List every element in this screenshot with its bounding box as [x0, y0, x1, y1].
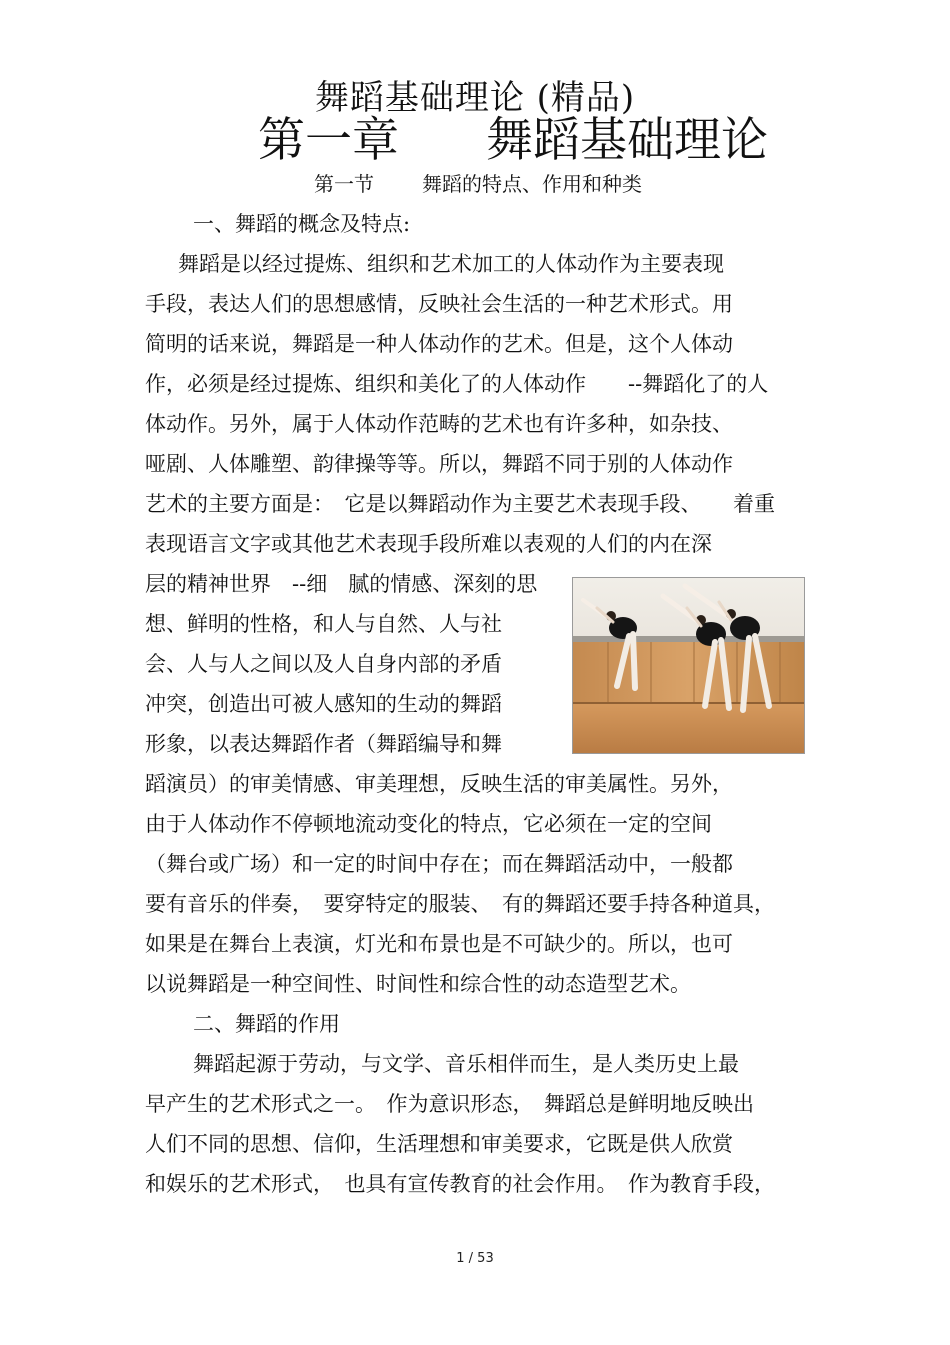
chapter-title: 舞蹈基础理论 [486, 113, 768, 168]
body-line: 和娱乐的艺术形式， 也具有宣传教育的社会作用。 作为教育手段， [145, 1172, 775, 1196]
ballet-dancers-photo [572, 577, 805, 754]
section-number: 第一节 [314, 172, 374, 196]
document-title: 舞蹈基础理论 (精品) [314, 78, 636, 118]
body-line: 表现语言文字或其他艺术表现手段所难以表观的人们的内在深 [145, 532, 712, 556]
body-line: 体动作。另外，属于人体动作范畴的艺术也有许多种，如杂技、 [145, 412, 733, 436]
body-line: 哑剧、人体雕塑、韵律操等等。所以，舞蹈不同于别的人体动作 [145, 452, 733, 476]
body-line: 以说舞蹈是一种空间性、时间性和综合性的动态造型艺术。 [145, 972, 691, 996]
body-line: 要有音乐的伴奏， 要穿特定的服装、 有的舞蹈还要手持各种道具， [145, 892, 775, 916]
body-line: 如果是在舞台上表演，灯光和布景也是不可缺少的。所以，也可 [145, 932, 733, 956]
chapter-heading [258, 112, 818, 170]
body-line: 蹈演员）的审美情感、审美理想，反映生活的审美属性。另外， [145, 772, 733, 796]
body-line: 手段，表达人们的思想感情，反映社会生活的一种艺术形式。用 [145, 292, 733, 316]
body-line: 舞蹈是以经过提炼、组织和艺术加工的人体动作为主要表现 [178, 252, 724, 276]
heading-function: 二、舞蹈的作用 [193, 1012, 340, 1036]
heading-concept: 一、舞蹈的概念及特点: [193, 212, 411, 236]
body-line: 冲突，创造出可被人感知的生动的舞蹈 [145, 692, 502, 716]
body-line: 想、鲜明的性格，和人与自然、人与社 [145, 612, 502, 636]
body-line: 形象，以表达舞蹈作者（舞蹈编导和舞 [145, 732, 502, 756]
body-line: （舞台或广场）和一定的时间中存在；而在舞蹈活动中，一般都 [145, 852, 733, 876]
body-line: 会、人与人之间以及人自身内部的矛盾 [145, 652, 502, 676]
section-heading [314, 170, 642, 198]
body-line: 作，必须是经过提炼、组织和美化了的人体动作 --舞蹈化了的人 [145, 372, 769, 396]
body-line: 层的精神世界 --细 腻的情感、深刻的思 [145, 572, 538, 596]
body-line: 简明的话来说，舞蹈是一种人体动作的艺术。但是，这个人体动 [145, 332, 733, 356]
body-line: 早产生的艺术形式之一。 作为意识形态， 舞蹈总是鲜明地反映出 [145, 1092, 754, 1116]
body-line: 艺术的主要方面是： 它是以舞蹈动作为主要艺术表现手段、 着重 [145, 492, 775, 516]
section-title: 舞蹈的特点、作用和种类 [422, 172, 642, 196]
chapter-number: 第一章 [258, 113, 399, 168]
page-number: 1 / 53 [456, 1251, 494, 1266]
body-line: 人们不同的思想、信仰，生活理想和审美要求，它既是供人欣赏 [145, 1132, 733, 1156]
body-line: 舞蹈起源于劳动，与文学、音乐相伴而生，是人类历史上最 [193, 1052, 739, 1076]
body-line: 由于人体动作不停顿地流动变化的特点，它必须在一定的空间 [145, 812, 712, 836]
